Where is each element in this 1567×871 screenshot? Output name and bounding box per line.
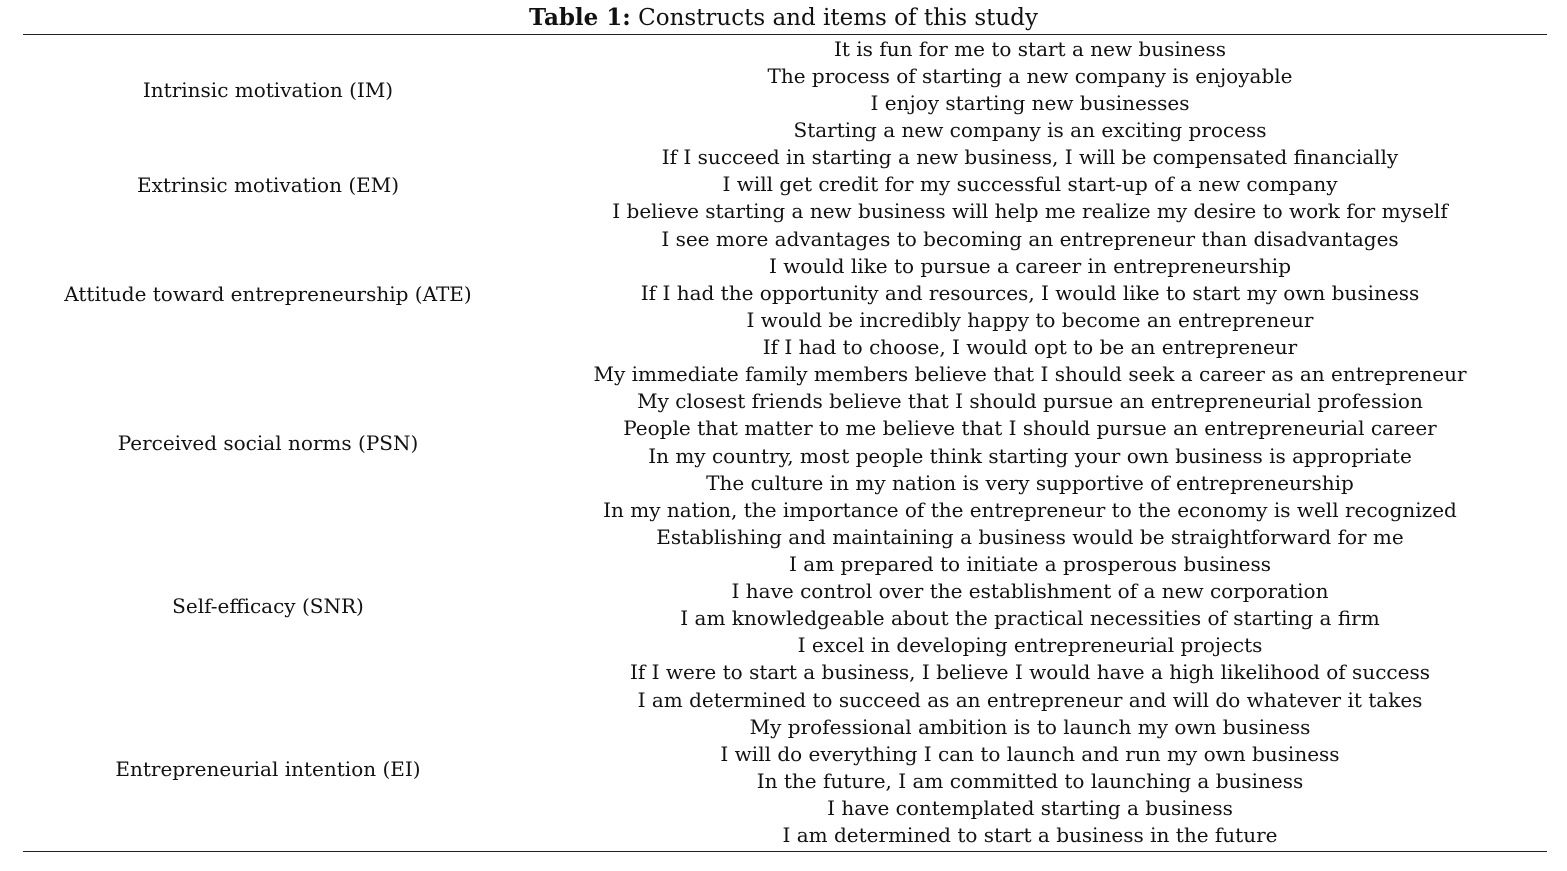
caption-label: Table 1: [529, 4, 631, 31]
item-text: It is fun for me to start a new business [833, 37, 1227, 61]
item-text: If I had to choose, I would opt to be an entrepreneur [762, 335, 1298, 359]
item-text: I would be incredibly happy to become an entrepreneur [746, 308, 1314, 332]
item-text: I have contemplated starting a business [827, 796, 1233, 820]
construct-label: Entrepreneurial intention (EI) [115, 757, 421, 781]
item-text: I enjoy starting new businesses [870, 91, 1190, 115]
item-text: My immediate family members believe that I should seek a career as an entrepreneur [593, 362, 1467, 386]
item-text: I excel in developing entrepreneurial projects [797, 633, 1263, 657]
item-text: I would like to pursue a career in entrepreneurship [768, 254, 1292, 278]
construct-label: Intrinsic motivation (IM) [142, 78, 394, 102]
item-text: I am determined to start a business in the future [782, 823, 1278, 847]
construct-label: Attitude toward entrepreneurship (ATE) [64, 282, 472, 306]
item-text: In my country, most people think starting your own business is appropriate [648, 444, 1412, 468]
items-column [513, 36, 1547, 851]
item-text: My professional ambition is to launch my own business [749, 715, 1311, 739]
item-text: I believe starting a new business will help me realize my desire to work for myself [612, 199, 1448, 223]
constructs-column [23, 36, 513, 851]
item-text: I will get credit for my successful start-up of a new company [722, 172, 1338, 196]
table-bottom-rule [23, 851, 1547, 852]
item-text: The process of starting a new company is enjoyable [767, 64, 1293, 88]
item-text: If I succeed in starting a new business, I will be compensated financially [661, 145, 1399, 169]
item-text: People that matter to me believe that I should pursue an entrepreneurial career [623, 416, 1437, 440]
item-text: The culture in my nation is very supportive of entrepreneurship [706, 471, 1354, 495]
caption-text: Constructs and items of this study [630, 5, 1038, 31]
construct-label: Extrinsic motivation (EM) [136, 173, 400, 197]
item-text: I am knowledgeable about the practical necessities of starting a firm [680, 606, 1380, 630]
table-caption [0, 3, 1567, 33]
table-top-rule [23, 34, 1547, 35]
construct-label: Self-efficacy (SNR) [172, 594, 364, 618]
item-text: My closest friends believe that I should pursue an entrepreneurial profession [637, 389, 1423, 413]
item-text: I am determined to succeed as an entrepreneur and will do whatever it takes [637, 688, 1423, 712]
item-text: If I were to start a business, I believe I would have a high likelihood of success [630, 660, 1430, 684]
item-text: If I had the opportunity and resources, I would like to start my own business [640, 281, 1420, 305]
item-text: Starting a new company is an exciting process [793, 118, 1267, 142]
item-text: In the future, I am committed to launching a business [756, 769, 1304, 793]
item-text: I am prepared to initiate a prosperous business [789, 552, 1271, 576]
item-text: I see more advantages to becoming an entrepreneur than disadvantages [661, 227, 1399, 251]
construct-label: Perceived social norms (PSN) [117, 431, 419, 455]
item-text: I have control over the establishment of a new corporation [731, 579, 1329, 603]
item-text: In my nation, the importance of the entrepreneur to the economy is well recognized [603, 498, 1457, 522]
item-text: Establishing and maintaining a business would be straightforward for me [656, 525, 1404, 549]
item-text: I will do everything I can to launch and run my own business [720, 742, 1340, 766]
